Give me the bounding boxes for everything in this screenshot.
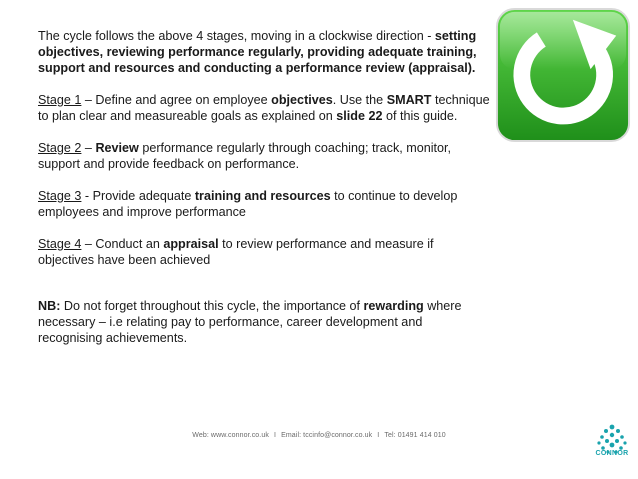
stage1-bold-3: slide 22 — [336, 109, 383, 123]
stage3-paragraph — [38, 188, 490, 220]
stage1-text-2: . Use the — [332, 93, 387, 107]
footer — [0, 432, 638, 439]
footer-email[interactable]: Email: tccinfo@connor.co.uk — [281, 432, 373, 439]
stage3-label: Stage 3 — [38, 189, 82, 203]
nb-label: NB: — [38, 299, 61, 313]
stage3-text-1: - Provide adequate — [81, 189, 195, 203]
stage1-paragraph — [38, 92, 490, 124]
stage4-paragraph — [38, 236, 490, 268]
nb-paragraph — [38, 298, 490, 346]
stage1-bold-2: SMART — [386, 93, 432, 107]
nb-bold-1: rewarding — [363, 299, 424, 313]
intro-text: The cycle follows the above 4 stages, moving in a clockwise direction - — [38, 29, 435, 43]
clockwise-arrow-icon — [494, 6, 632, 144]
stage3-text-2: to continue to develop employees and improve performance — [38, 189, 458, 219]
stage2-text-2: performance regularly through coaching; track, monitor, support and provide feedback on performance. — [38, 141, 452, 171]
nb-text-2: where necessary – i.e relating pay to performance, career development and recognising achievements. — [38, 299, 462, 345]
footer-separator-1: I — [274, 432, 277, 439]
stage4-bold-1: appraisal — [163, 237, 219, 251]
stage1-label: Stage 1 — [38, 93, 82, 107]
intro-bold-text: setting objectives, reviewing performance regularly, providing adequate training, support and resources and conducting a performance review (appraisal). — [38, 29, 477, 75]
stage2-label: Stage 2 — [38, 141, 82, 155]
content-text — [38, 28, 490, 362]
connor-logo-text: CONNOR — [595, 450, 629, 457]
stage1-text-4: of this guide. — [382, 109, 458, 123]
nb-text-1: Do not forget throughout this cycle, the importance of — [60, 299, 364, 313]
connor-logo-icon — [590, 410, 634, 476]
stage2-paragraph — [38, 140, 490, 172]
footer-separator-2: I — [377, 432, 380, 439]
footer-tel: Tel: 01491 414 010 — [384, 432, 446, 439]
stage4-label: Stage 4 — [38, 237, 82, 251]
stage1-text-3: technique to plan clear and measureable goals as explained on — [38, 93, 490, 123]
stage4-text-1: – Conduct an — [81, 237, 164, 251]
footer-web[interactable]: Web: www.connor.co.uk — [192, 432, 269, 439]
stage3-bold-1: training and resources — [194, 189, 331, 203]
stage1-bold-1: objectives — [271, 93, 333, 107]
intro-paragraph — [38, 28, 490, 76]
stage2-bold-1: Review — [95, 141, 139, 155]
stage2-text-1: – — [81, 141, 96, 155]
stage4-text-2: to review performance and measure if objectives have been achieved — [38, 237, 434, 267]
stage1-text-1: – Define and agree on employee — [81, 93, 272, 107]
